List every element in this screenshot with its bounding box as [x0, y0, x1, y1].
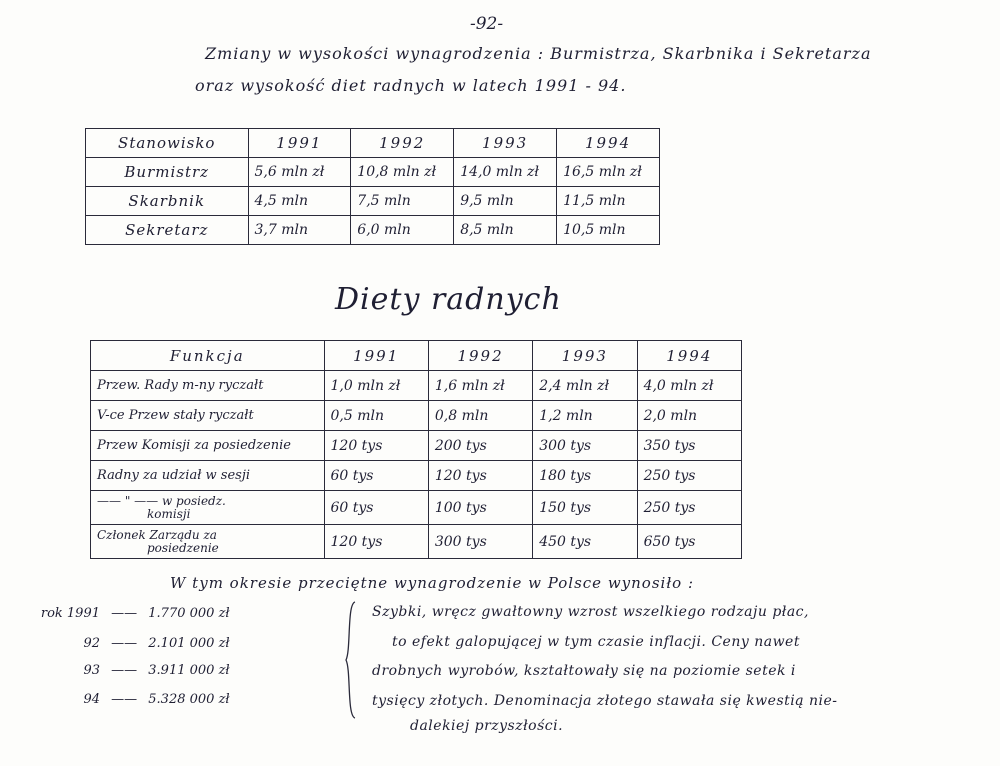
value-cell: 2,4 mln zł [533, 371, 637, 401]
value-cell: 14,0 mln zł [454, 158, 557, 187]
table-row [91, 401, 742, 431]
table-row [86, 158, 660, 187]
header-cell: 1991 [248, 129, 351, 158]
comment-line: drobnych wyrobów, kształtowały się na poziomie setek i [372, 663, 796, 679]
average-wage-heading: W tym okresie przeciętne wynagrodzenie w Polsce wynosiło : [170, 574, 695, 592]
value-cell: 150 tys [533, 491, 637, 525]
position-cell: Skarbnik [86, 187, 249, 216]
wage-year: 92 [83, 636, 100, 651]
wage-dash: —— [111, 636, 138, 651]
table-row [86, 216, 660, 245]
value-cell: 300 tys [428, 525, 532, 559]
value-cell: 4,0 mln zł [637, 371, 741, 401]
wage-amount: 3.911 000 zł [148, 663, 230, 678]
function-cell [91, 525, 325, 559]
value-cell: 0,8 mln [428, 401, 532, 431]
wage-row [20, 606, 230, 621]
value-cell: 3,7 mln [248, 216, 351, 245]
value-cell: 120 tys [428, 461, 532, 491]
position-cell: Sekretarz [86, 216, 249, 245]
value-cell: 16,5 mln zł [557, 158, 660, 187]
function-cell: Radny za udział w sesji [91, 461, 325, 491]
wage-amount: 2.101 000 zł [148, 636, 230, 651]
function-cell: Przew. Rady m-ny ryczałt [91, 371, 325, 401]
header-cell: 1991 [324, 341, 428, 371]
value-cell: 2,0 mln [637, 401, 741, 431]
value-cell: 60 tys [324, 461, 428, 491]
table-row [91, 431, 742, 461]
function-cell: V-ce Przew stały ryczałt [91, 401, 325, 431]
value-cell: 9,5 mln [454, 187, 557, 216]
table-row [91, 525, 742, 559]
value-cell: 350 tys [637, 431, 741, 461]
header-cell: 1992 [351, 129, 454, 158]
title-line-1: Zmiany w wysokości wynagrodzenia : Burmistrza, Skarbnika i Sekretarza [205, 44, 872, 63]
title-line-2: oraz wysokość diet radnych w latech 1991 - 94. [195, 76, 627, 95]
function-cell [91, 491, 325, 525]
value-cell: 250 tys [637, 491, 741, 525]
value-cell: 5,6 mln zł [248, 158, 351, 187]
value-cell: 60 tys [324, 491, 428, 525]
comment-line: Szybki, wręcz gwałtowny wzrost wszelkiego rodzaju płac, [372, 604, 809, 620]
value-cell: 10,5 mln [557, 216, 660, 245]
diet-header-row [91, 341, 742, 371]
function-line: posiedzenie [147, 540, 219, 555]
value-cell: 11,5 mln [557, 187, 660, 216]
value-cell: 120 tys [324, 525, 428, 559]
table-row [91, 371, 742, 401]
wage-row [20, 663, 230, 678]
header-cell: Funkcja [91, 341, 325, 371]
wage-dash: —— [111, 606, 138, 621]
value-cell: 180 tys [533, 461, 637, 491]
table-row [91, 491, 742, 525]
wage-dash: —— [111, 692, 138, 707]
page-number: -92- [470, 14, 504, 34]
comment-line: to efekt galopującej w tym czasie inflacji. Ceny nawet [392, 634, 800, 650]
value-cell: 1,6 mln zł [428, 371, 532, 401]
function-cell: Przew Komisji za posiedzenie [91, 431, 325, 461]
value-cell: 650 tys [637, 525, 741, 559]
wage-amount: 5.328 000 zł [148, 692, 230, 707]
table-row [91, 461, 742, 491]
value-cell: 0,5 mln [324, 401, 428, 431]
value-cell: 1,2 mln [533, 401, 637, 431]
wage-row [20, 636, 230, 651]
wage-year: rok 1991 [40, 606, 100, 621]
value-cell: 7,5 mln [351, 187, 454, 216]
value-cell: 300 tys [533, 431, 637, 461]
header-cell: 1994 [557, 129, 660, 158]
header-cell: 1994 [637, 341, 741, 371]
value-cell: 6,0 mln [351, 216, 454, 245]
wage-year: 94 [83, 692, 100, 707]
table-row [86, 187, 660, 216]
header-cell: Stanowisko [86, 129, 249, 158]
value-cell: 450 tys [533, 525, 637, 559]
value-cell: 4,5 mln [248, 187, 351, 216]
function-line: —— " —— w posiedz. [97, 493, 226, 508]
comment-line: tysięcy złotych. Denominacja złotego stawała się kwestią nie- [372, 693, 838, 709]
brace-icon [343, 600, 359, 720]
wage-amount: 1.770 000 zł [148, 606, 230, 621]
diet-title: Diety radnych [335, 282, 562, 317]
value-cell: 10,8 mln zł [351, 158, 454, 187]
function-line: komisji [147, 506, 191, 521]
salary-header-row [86, 129, 660, 158]
salary-table [85, 128, 660, 245]
header-cell: 1993 [533, 341, 637, 371]
value-cell: 100 tys [428, 491, 532, 525]
header-cell: 1992 [428, 341, 532, 371]
position-cell: Burmistrz [86, 158, 249, 187]
value-cell: 1,0 mln zł [324, 371, 428, 401]
value-cell: 200 tys [428, 431, 532, 461]
diet-table [90, 340, 742, 559]
comment-line: dalekiej przyszłości. [410, 718, 564, 734]
wage-row [20, 692, 230, 707]
wage-dash: —— [111, 663, 138, 678]
value-cell: 120 tys [324, 431, 428, 461]
function-line: Członek Zarządu za [97, 527, 217, 542]
header-cell: 1993 [454, 129, 557, 158]
wage-year: 93 [83, 663, 100, 678]
value-cell: 8,5 mln [454, 216, 557, 245]
value-cell: 250 tys [637, 461, 741, 491]
